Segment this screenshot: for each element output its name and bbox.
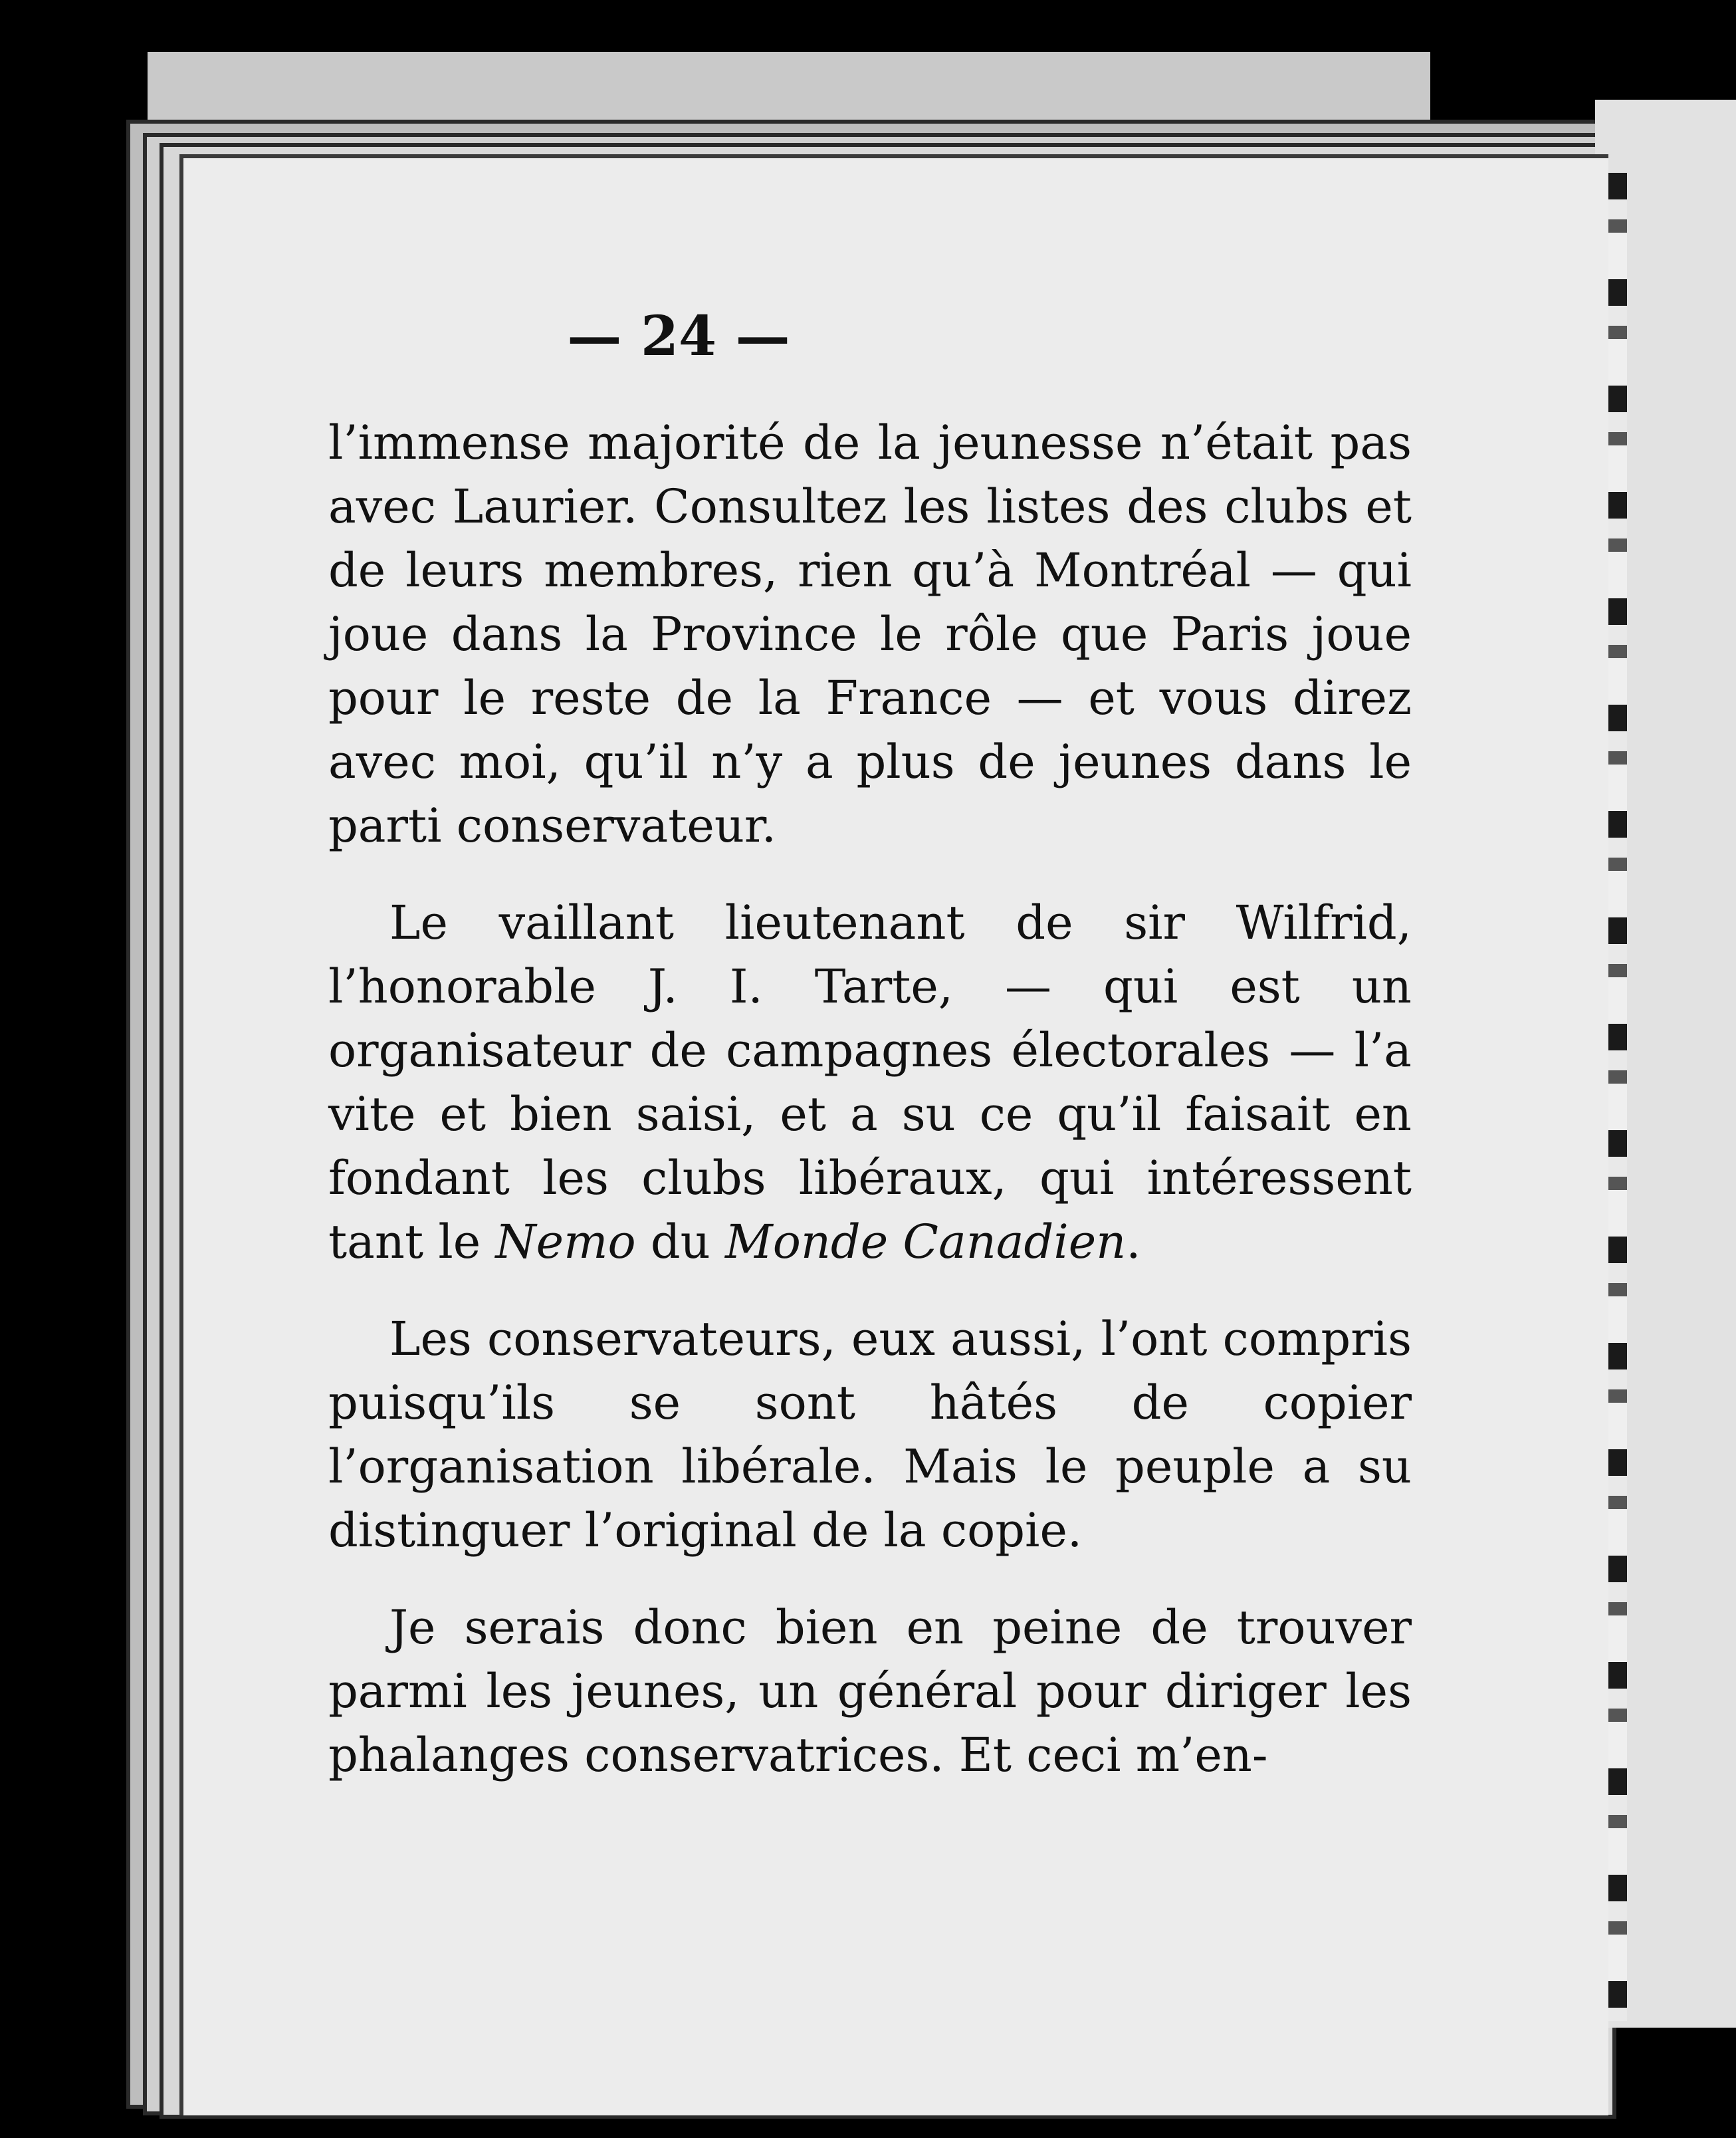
body-text: [328, 411, 1412, 1820]
page-number: — 24 —: [567, 304, 790, 368]
paragraph-3: Les conservateurs, eux aussi, l’ont compris puisqu’ils se sont hâtés de copier l’organisation libérale. Mais le peuple a su distinguer l’original de la copie.: [328, 1312, 1412, 1558]
paragraph-2-middle: du: [635, 1215, 726, 1269]
paragraph-1: l’immense majorité de la jeunesse n’était pas avec Laurier. Consultez les listes des clubs et de leurs membres, rien qu’à Montréal — qui joue dans la Province le rôle que Paris joue pour le reste de la France — et vous direz avec moi, qu’il n’y a plus de jeunes dans le parti conservateur.: [328, 416, 1412, 853]
paragraph-2-text: Le vaillant lieutenant de sir Wilfrid, l’honorable J. I. Tarte, — qui est un organisateur de campagnes électorales — l’a vite et bien saisi, et a su ce qu’il faisait en fondant les clubs libéraux, qui intéressent tant le: [328, 895, 1412, 1269]
italic-nemo: Nemo: [495, 1215, 636, 1269]
paragraph-2: [328, 891, 1412, 1274]
paragraph-2-end: .: [1126, 1215, 1141, 1269]
paragraph-4: Je serais donc bien en peine de trouver parmi les jeunes, un général pour diriger les phalanges conservatrices. Et ceci m’en-: [328, 1600, 1412, 1782]
book-page: [179, 154, 1608, 2115]
italic-monde-canadien: Monde Canadien: [725, 1215, 1127, 1269]
